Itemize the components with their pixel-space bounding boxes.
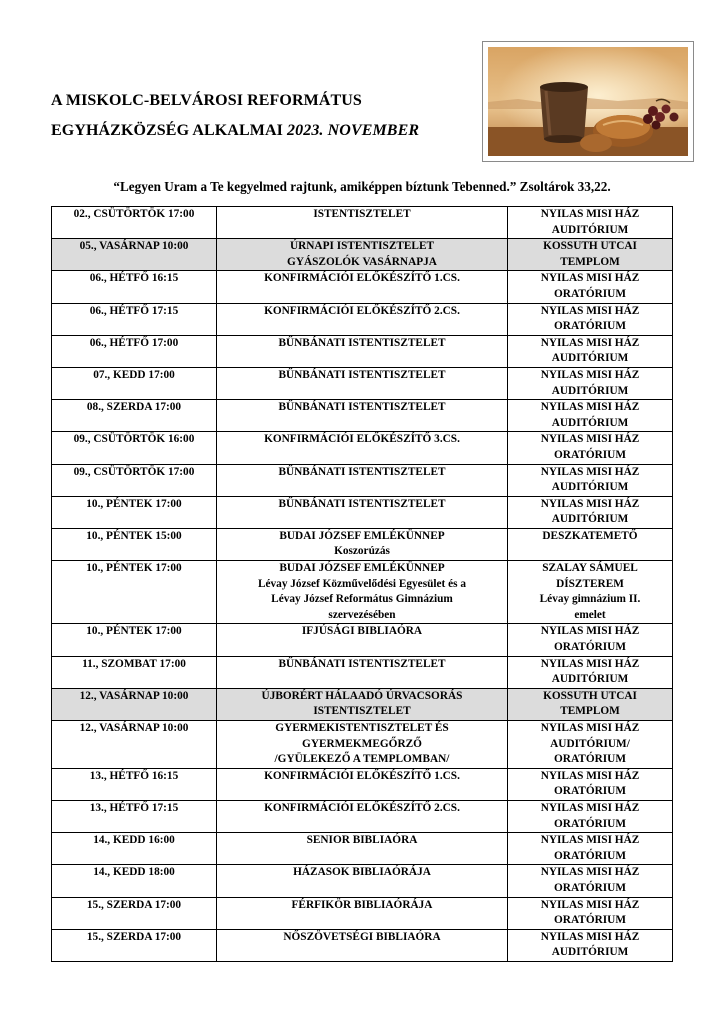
- location-line: NYILAS MISI HÁZ: [540, 433, 640, 446]
- date-cell: 02., CSÜTÖRTÖK 17:00: [52, 207, 217, 239]
- event-cell: [216, 624, 507, 656]
- location-line: ORATÓRIUM: [554, 914, 626, 927]
- location-line: AUDITÓRIUM/: [550, 737, 630, 750]
- location-line: AUDITÓRIUM: [551, 352, 629, 365]
- event-line: KONFIRMÁCIÓI ELŐKÉSZÍTŐ 2.CS.: [264, 801, 460, 814]
- event-cell: [216, 207, 507, 239]
- title-line-2-prefix: EGYHÁZKÖZSÉG ALKALMAI: [51, 122, 288, 139]
- table-row: [52, 239, 673, 271]
- event-line: Koszorúzás: [334, 545, 390, 558]
- event-cell: [216, 800, 507, 832]
- location-cell: [508, 800, 673, 832]
- location-line: NYILAS MISI HÁZ: [540, 930, 640, 943]
- location-line: TEMPLOM: [560, 255, 620, 268]
- event-line: ÚJBORÉRT HÁLAADÓ ÚRVACSORÁS: [261, 689, 463, 702]
- location-line: KOSSUTH UTCAI: [543, 240, 637, 253]
- event-cell: [216, 561, 507, 624]
- location-line: NYILAS MISI HÁZ: [540, 401, 640, 414]
- event-line: GYERMEKISTENTISZTELET ÉS: [275, 722, 449, 734]
- event-cell: [216, 496, 507, 528]
- event-line: GYERMEKMEGŐRZŐ: [302, 737, 422, 750]
- event-line: BŰNBÁNATI ISTENTISZTELET: [278, 497, 446, 510]
- location-cell: [508, 271, 673, 303]
- location-line: TEMPLOM: [560, 705, 620, 718]
- location-line: ORATÓRIUM: [554, 448, 626, 461]
- location-line: DESZKATEMETŐ: [542, 529, 638, 542]
- table-row: [52, 561, 673, 624]
- event-line: KONFIRMÁCIÓI ELŐKÉSZÍTŐ 3.CS.: [264, 433, 460, 446]
- location-cell: [508, 303, 673, 335]
- event-cell: [216, 335, 507, 367]
- location-line: AUDITÓRIUM: [551, 673, 629, 686]
- event-line: BUDAI JÓZSEF EMLÉKÜNNEP: [279, 562, 445, 575]
- table-row: [52, 207, 673, 239]
- table-row: [52, 688, 673, 720]
- event-cell: [216, 929, 507, 961]
- event-line: BŰNBÁNATI ISTENTISZTELET: [278, 465, 446, 478]
- event-line: KONFIRMÁCIÓI ELŐKÉSZÍTŐ 1.CS.: [264, 272, 460, 285]
- event-cell: [216, 239, 507, 271]
- location-cell: [508, 656, 673, 688]
- table-row: [52, 496, 673, 528]
- event-line: ISTENTISZTELET: [313, 705, 411, 718]
- table-row: [52, 432, 673, 464]
- location-cell: [508, 239, 673, 271]
- location-line: ORATÓRIUM: [554, 641, 626, 654]
- event-line: BŰNBÁNATI ISTENTISZTELET: [278, 657, 446, 670]
- location-line: SZALAY SÁMUEL: [542, 562, 638, 575]
- location-line: ORATÓRIUM: [554, 881, 626, 894]
- table-row: [52, 624, 673, 656]
- location-line: AUDITÓRIUM: [551, 416, 629, 429]
- location-cell: [508, 367, 673, 399]
- location-line: AUDITÓRIUM: [551, 223, 629, 236]
- table-row: [52, 271, 673, 303]
- event-cell: [216, 656, 507, 688]
- event-cell: [216, 271, 507, 303]
- location-line: NYILAS MISI HÁZ: [540, 769, 640, 782]
- location-line: AUDITÓRIUM: [551, 384, 629, 397]
- date-cell: 10., PÉNTEK 17:00: [52, 496, 217, 528]
- table-row: [52, 929, 673, 961]
- location-cell: [508, 207, 673, 239]
- event-line: BUDAI JÓZSEF EMLÉKÜNNEP: [279, 529, 445, 542]
- location-line: NYILAS MISI HÁZ: [540, 497, 640, 510]
- event-line: SENIOR BIBLIAÓRA: [306, 834, 418, 847]
- location-line: ORATÓRIUM: [554, 320, 626, 333]
- event-cell: [216, 688, 507, 720]
- event-cell: [216, 768, 507, 800]
- event-cell: [216, 721, 507, 769]
- table-row: [52, 303, 673, 335]
- event-cell: [216, 528, 507, 560]
- location-line: ORATÓRIUM: [554, 849, 626, 862]
- location-line: emelet: [574, 608, 606, 621]
- schedule-table: [51, 206, 673, 962]
- date-cell: 09., CSÜTÖRTÖK 17:00: [52, 464, 217, 496]
- date-cell: 10., PÉNTEK 17:00: [52, 561, 217, 624]
- schedule-table-body: [52, 207, 673, 962]
- location-cell: [508, 464, 673, 496]
- location-line: NYILAS MISI HÁZ: [540, 272, 640, 285]
- event-line: BŰNBÁNATI ISTENTISZTELET: [278, 368, 446, 381]
- location-line: NYILAS MISI HÁZ: [540, 465, 640, 478]
- location-line: NYILAS MISI HÁZ: [540, 834, 640, 847]
- location-line: ORATÓRIUM: [554, 287, 626, 300]
- event-line: BŰNBÁNATI ISTENTISZTELET: [278, 401, 446, 414]
- date-cell: 10., PÉNTEK 15:00: [52, 528, 217, 560]
- table-row: [52, 464, 673, 496]
- date-cell: 13., HÉTFŐ 16:15: [52, 768, 217, 800]
- location-line: NYILAS MISI HÁZ: [540, 722, 640, 734]
- date-cell: 07., KEDD 17:00: [52, 367, 217, 399]
- event-line: ISTENTISZTELET: [313, 208, 411, 220]
- event-line: szervezésében: [328, 608, 396, 621]
- title-month-year: 2023. NOVEMBER: [287, 122, 420, 139]
- title-line-1: A MISKOLC-BELVÁROSI REFORMÁTUS: [51, 92, 362, 109]
- location-line: NYILAS MISI HÁZ: [540, 657, 640, 670]
- event-cell: [216, 400, 507, 432]
- date-cell: 15., SZERDA 17:00: [52, 929, 217, 961]
- date-cell: 14., KEDD 18:00: [52, 865, 217, 897]
- location-cell: [508, 624, 673, 656]
- location-cell: [508, 833, 673, 865]
- table-row: [52, 800, 673, 832]
- location-cell: [508, 688, 673, 720]
- location-cell: [508, 897, 673, 929]
- communion-bread-wine-photo: [482, 41, 694, 162]
- location-line: NYILAS MISI HÁZ: [540, 801, 640, 814]
- event-line: KONFIRMÁCIÓI ELŐKÉSZÍTŐ 1.CS.: [264, 769, 460, 782]
- location-line: NYILAS MISI HÁZ: [540, 336, 640, 349]
- event-cell: [216, 833, 507, 865]
- event-cell: [216, 464, 507, 496]
- location-line: AUDITÓRIUM: [551, 481, 629, 494]
- location-cell: [508, 561, 673, 624]
- table-row: [52, 400, 673, 432]
- location-cell: [508, 432, 673, 464]
- date-cell: 08., SZERDA 17:00: [52, 400, 217, 432]
- event-line: Lévay József Református Gimnázium: [271, 593, 453, 606]
- location-line: ORATÓRIUM: [554, 817, 626, 830]
- table-row: [52, 656, 673, 688]
- event-line: NŐSZÖVETSÉGI BIBLIAÓRA: [283, 930, 441, 943]
- document-title: [51, 86, 419, 146]
- event-line: Lévay József Közművelődési Egyesület és a: [257, 577, 466, 590]
- event-line: BŰNBÁNATI ISTENTISZTELET: [278, 336, 446, 349]
- location-cell: [508, 768, 673, 800]
- event-cell: [216, 432, 507, 464]
- date-cell: 12., VASÁRNAP 10:00: [52, 721, 217, 769]
- location-cell: [508, 400, 673, 432]
- table-row: [52, 367, 673, 399]
- date-cell: 06., HÉTFŐ 16:15: [52, 271, 217, 303]
- date-cell: 15., SZERDA 17:00: [52, 897, 217, 929]
- location-cell: [508, 335, 673, 367]
- table-row: [52, 335, 673, 367]
- event-line: GYÁSZOLÓK VASÁRNAPJA: [287, 255, 437, 268]
- location-line: Lévay gimnázium II.: [539, 593, 641, 606]
- location-line: NYILAS MISI HÁZ: [540, 304, 640, 317]
- event-cell: [216, 367, 507, 399]
- date-cell: 12., VASÁRNAP 10:00: [52, 688, 217, 720]
- location-line: NYILAS MISI HÁZ: [540, 208, 640, 220]
- communion-photo-icon: [488, 47, 688, 156]
- location-cell: [508, 496, 673, 528]
- date-cell: 11., SZOMBAT 17:00: [52, 656, 217, 688]
- event-cell: [216, 303, 507, 335]
- location-line: NYILAS MISI HÁZ: [540, 368, 640, 381]
- event-line: KONFIRMÁCIÓI ELŐKÉSZÍTŐ 2.CS.: [264, 304, 460, 317]
- date-cell: 10., PÉNTEK 17:00: [52, 624, 217, 656]
- date-cell: 06., HÉTFŐ 17:15: [52, 303, 217, 335]
- date-cell: 05., VASÁRNAP 10:00: [52, 239, 217, 271]
- date-cell: 06., HÉTFŐ 17:00: [52, 335, 217, 367]
- location-line: AUDITÓRIUM: [551, 513, 629, 526]
- table-row: [52, 865, 673, 897]
- table-row: [52, 897, 673, 929]
- event-line: /GYÜLEKEZŐ A TEMPLOMBAN/: [274, 753, 450, 766]
- location-line: DÍSZTEREM: [556, 577, 624, 590]
- location-cell: [508, 721, 673, 769]
- location-line: NYILAS MISI HÁZ: [540, 898, 640, 911]
- date-cell: 13., HÉTFŐ 17:15: [52, 800, 217, 832]
- location-cell: [508, 929, 673, 961]
- location-cell: [508, 865, 673, 897]
- table-row: [52, 768, 673, 800]
- table-row: [52, 833, 673, 865]
- date-cell: 14., KEDD 16:00: [52, 833, 217, 865]
- date-cell: 09., CSÜTÖRTÖK 16:00: [52, 432, 217, 464]
- location-line: ORATÓRIUM: [554, 785, 626, 798]
- event-cell: [216, 897, 507, 929]
- location-line: NYILAS MISI HÁZ: [540, 866, 640, 879]
- location-cell: [508, 528, 673, 560]
- table-row: [52, 721, 673, 769]
- location-line: ORATÓRIUM: [554, 753, 626, 766]
- event-line: ÚRNAPI ISTENTISZTELET: [289, 240, 435, 253]
- location-line: AUDITÓRIUM: [551, 946, 629, 959]
- event-line: FÉRFIKÖR BIBLIAÓRÁJA: [291, 898, 433, 911]
- location-line: NYILAS MISI HÁZ: [540, 625, 640, 638]
- event-line: IFJÚSÁGI BIBLIAÓRA: [301, 625, 423, 638]
- event-line: HÁZASOK BIBLIAÓRÁJA: [293, 866, 431, 879]
- event-cell: [216, 865, 507, 897]
- title-line-2: [51, 116, 419, 146]
- table-row: [52, 528, 673, 560]
- location-line: KOSSUTH UTCAI: [543, 689, 637, 702]
- bible-quote: “Legyen Uram a Te kegyelmed rajtunk, amiképpen bíztunk Tebenned.” Zsoltárok 33,22.: [113, 179, 611, 194]
